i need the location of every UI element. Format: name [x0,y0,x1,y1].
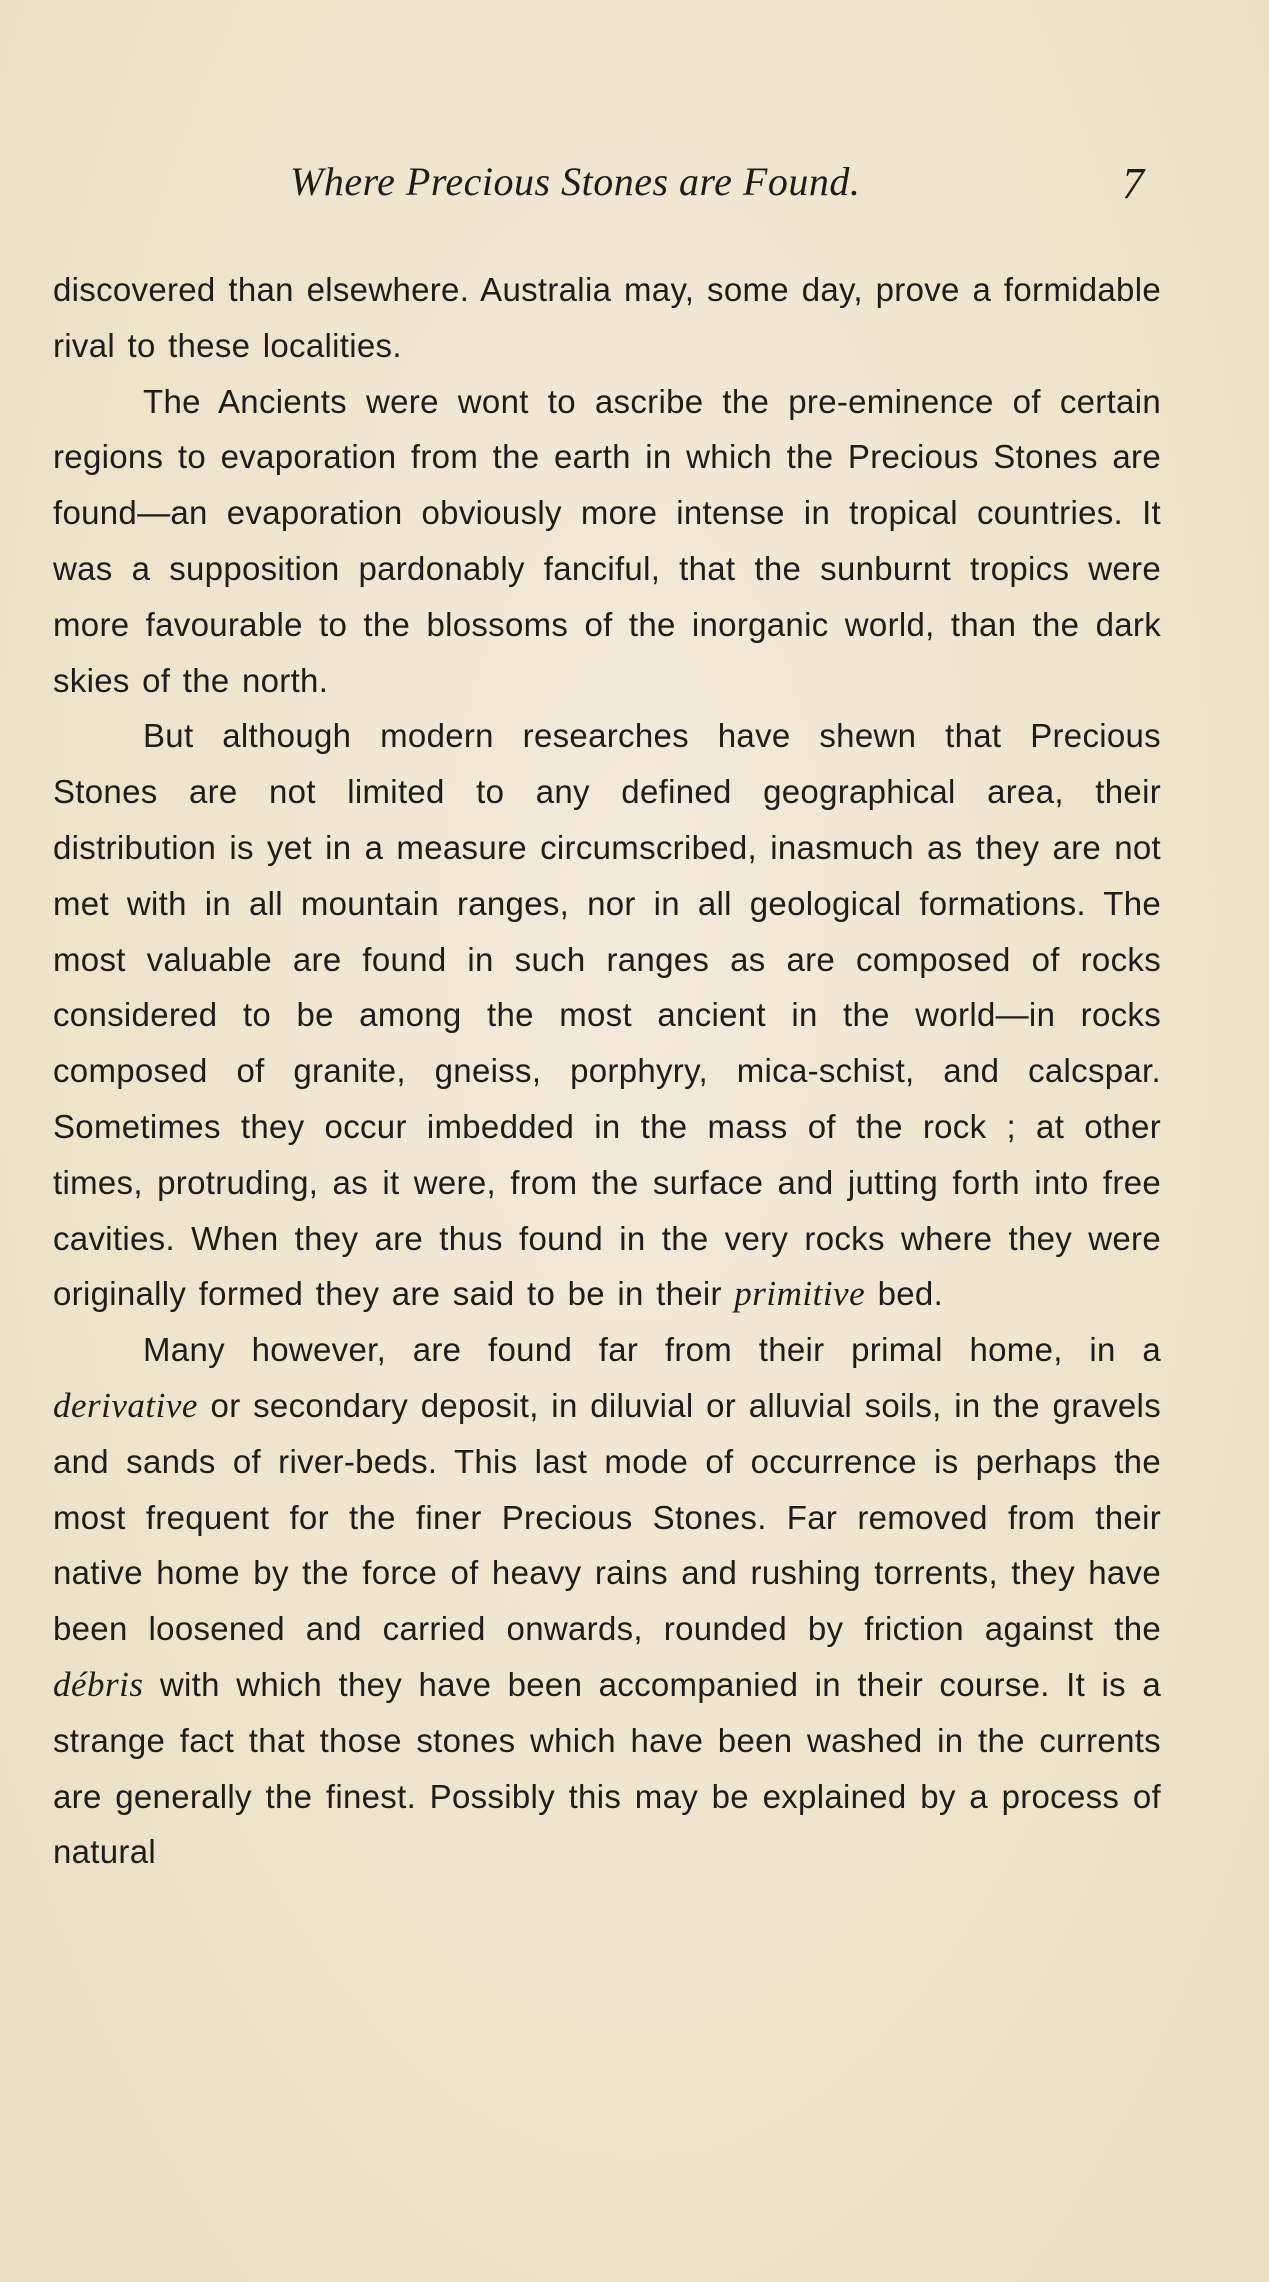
running-title: Where Precious Stones are Found. [290,159,861,204]
text-segment: The Ancients were wont to ascribe the pre-eminence of certain regions to evaporation from the earth in which the Precious Stones are found—an evaporation obviously more intense in tropical countries. It was a supposition pardonably fanciful, that the sunburnt tropics were more favourable to the blossoms of the inorganic world, than the dark skies of the north. [53,382,1161,699]
italic-term: primitive [734,1274,866,1314]
paragraph [53,262,1161,374]
text-segment: with which they have been accompanied in their course. It is a strange fact that those stones which have been washed in the currents are generally the finest. Possibly this may be explained by a process of natural [53,1665,1161,1871]
italic-term: derivative [53,1385,198,1425]
paragraph [53,708,1161,1322]
paragraph [53,1322,1161,1880]
body-text [53,262,1161,1880]
text-segment: discovered than elsewhere. Australia may, some day, prove a formidable rival to these localities. [53,271,1161,364]
text-segment: Many however, are found far from their primal home, in a [143,1331,1161,1369]
page-number: 7 [1122,159,1144,208]
text-segment: But although modern researches have shewn that Precious Stones are not limited to any defined geographical area, their distribution is yet in a measure circumscribed, inasmuch as they are not met with in all mountain ranges, nor in all geological formations. The most valuable are found in such ranges as are composed of rocks considered to be among the most ancient in the world—in rocks composed of granite, gneiss, porphyry, mica-schist, and calcspar. Sometimes they occur imbedded in the mass of the rock ; at other times, protruding, as it were, from the surface and jutting forth into free cavities. When they are thus found in the very rocks where they were originally formed they are said to be in their [53,717,1161,1313]
paragraph [53,374,1161,709]
text-segment: bed. [865,1275,944,1313]
text-segment: or secondary deposit, in diluvial or alluvial soils, in the gravels and sands of river-beds. This last mode of occurrence is perhaps the most frequent for the finer Precious Stones. Far removed from their native home by the force of heavy rains and rushing torrents, they have been loosened and carried onwards, rounded by friction against the [53,1386,1161,1648]
italic-term: débris [53,1664,144,1704]
running-head [0,158,1269,218]
